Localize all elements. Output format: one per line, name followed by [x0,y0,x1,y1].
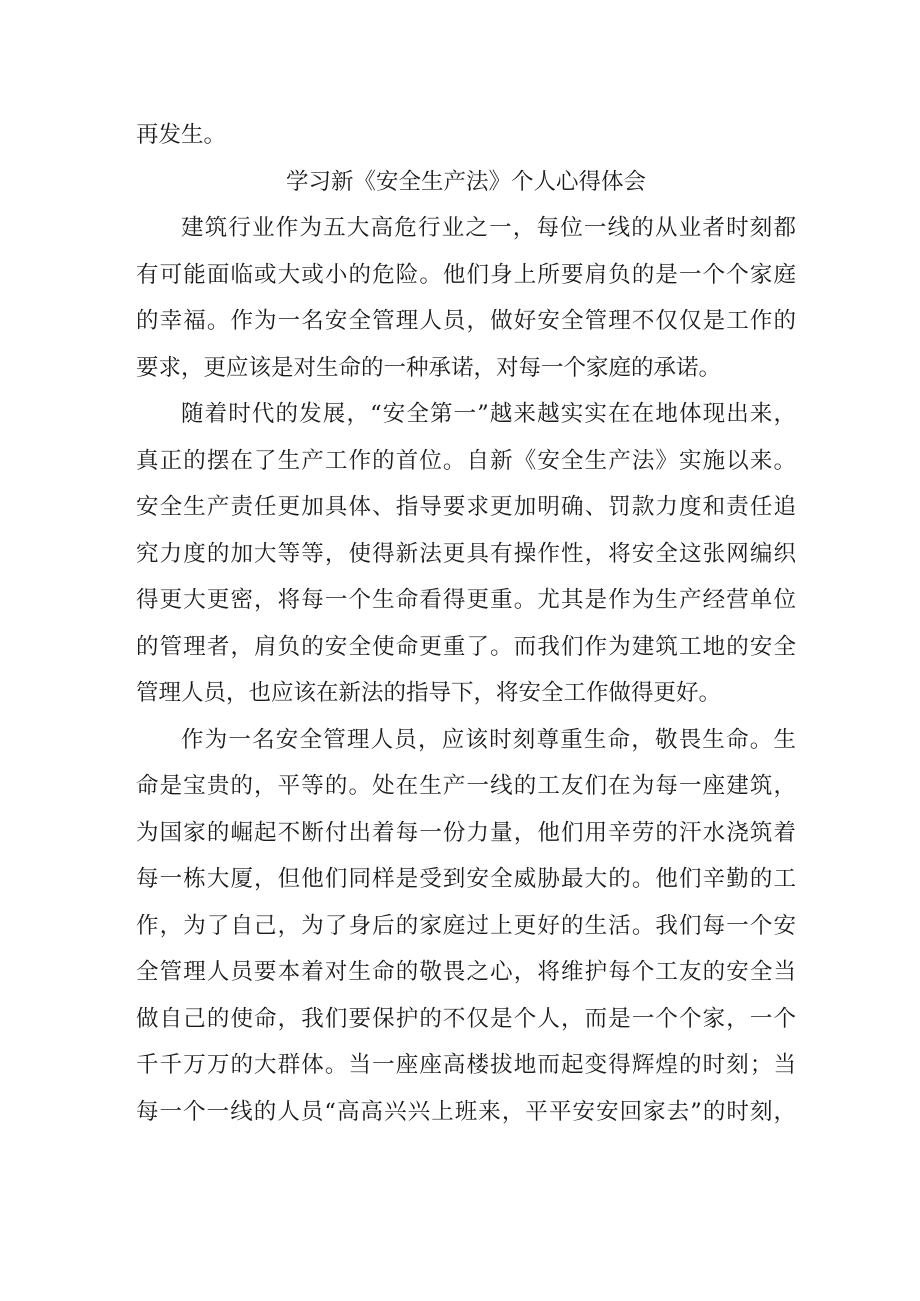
paragraph-line: 的幸福。作为一名安全管理人员，做好安全管理不仅仅是工作的 [136,308,796,334]
paragraph-line: 再发生。 [136,122,227,148]
paragraph-line: 究力度的加大等等，使得新法更具有操作性，将安全这张网编织 [136,540,796,567]
paragraph-line: 有可能面临或大或小的危险。他们身上所要肩负的是一个个家庭 [136,261,796,288]
paragraph-line: 安全生产责任更加具体、指导要求更加明确、罚款力度和责任追 [136,494,796,520]
document-title: 学习新《安全生产法》个人心得体会 [285,168,646,195]
paragraph-line: 每一个一线的人员“高高兴兴上班来，平平安安回家去”的时刻， [136,1098,796,1125]
paragraph-line: 真正的摆在了生产工作的首位。自新《安全生产法》实施以来。 [136,447,796,474]
paragraph-line: 作，为了自己，为了身后的家庭过上更好的生活。我们每一个安 [136,912,796,939]
paragraph-line: 全管理人员要本着对生命的敬畏之心，将维护每个工友的安全当 [136,959,796,985]
paragraph-line: 得更大更密，将每一个生命看得更重。尤其是作为生产经营单位 [136,587,796,613]
document-body [136,112,796,1135]
paragraph-line: 建筑行业作为五大高危行业之一，每位一线的从业者时刻都 [181,215,796,241]
paragraph-line: 作为一名安全管理人员，应该时刻尊重生命，敬畏生命。生 [181,726,796,753]
paragraph-line: 命是宝贵的，平等的。处在生产一线的工友们在为每一座建筑， [136,773,796,799]
paragraph-line: 随着时代的发展，“安全第一”越来越实实在在地体现出来， [181,401,796,427]
paragraph-line: 管理人员，也应该在新法的指导下，将安全工作做得更好。 [136,680,722,706]
paragraph-line: 做自己的使命，我们要保护的不仅是个人，而是一个个家，一个 [136,1005,796,1032]
paragraph-line: 要求，更应该是对生命的一种承诺，对每一个家庭的承诺。 [136,354,722,381]
paragraph-line: 的管理者，肩负的安全使命更重了。而我们作为建筑工地的安全 [136,633,796,660]
paragraph-line: 为国家的崛起不断付出着每一份力量，他们用辛劳的汗水浇筑着 [136,819,796,846]
paragraph-line: 每一栋大厦，但他们同样是受到安全威胁最大的。他们辛勤的工 [136,866,796,892]
paragraph-line: 千千万万的大群体。当一座座高楼拔地而起变得辉煌的时刻；当 [136,1052,796,1078]
